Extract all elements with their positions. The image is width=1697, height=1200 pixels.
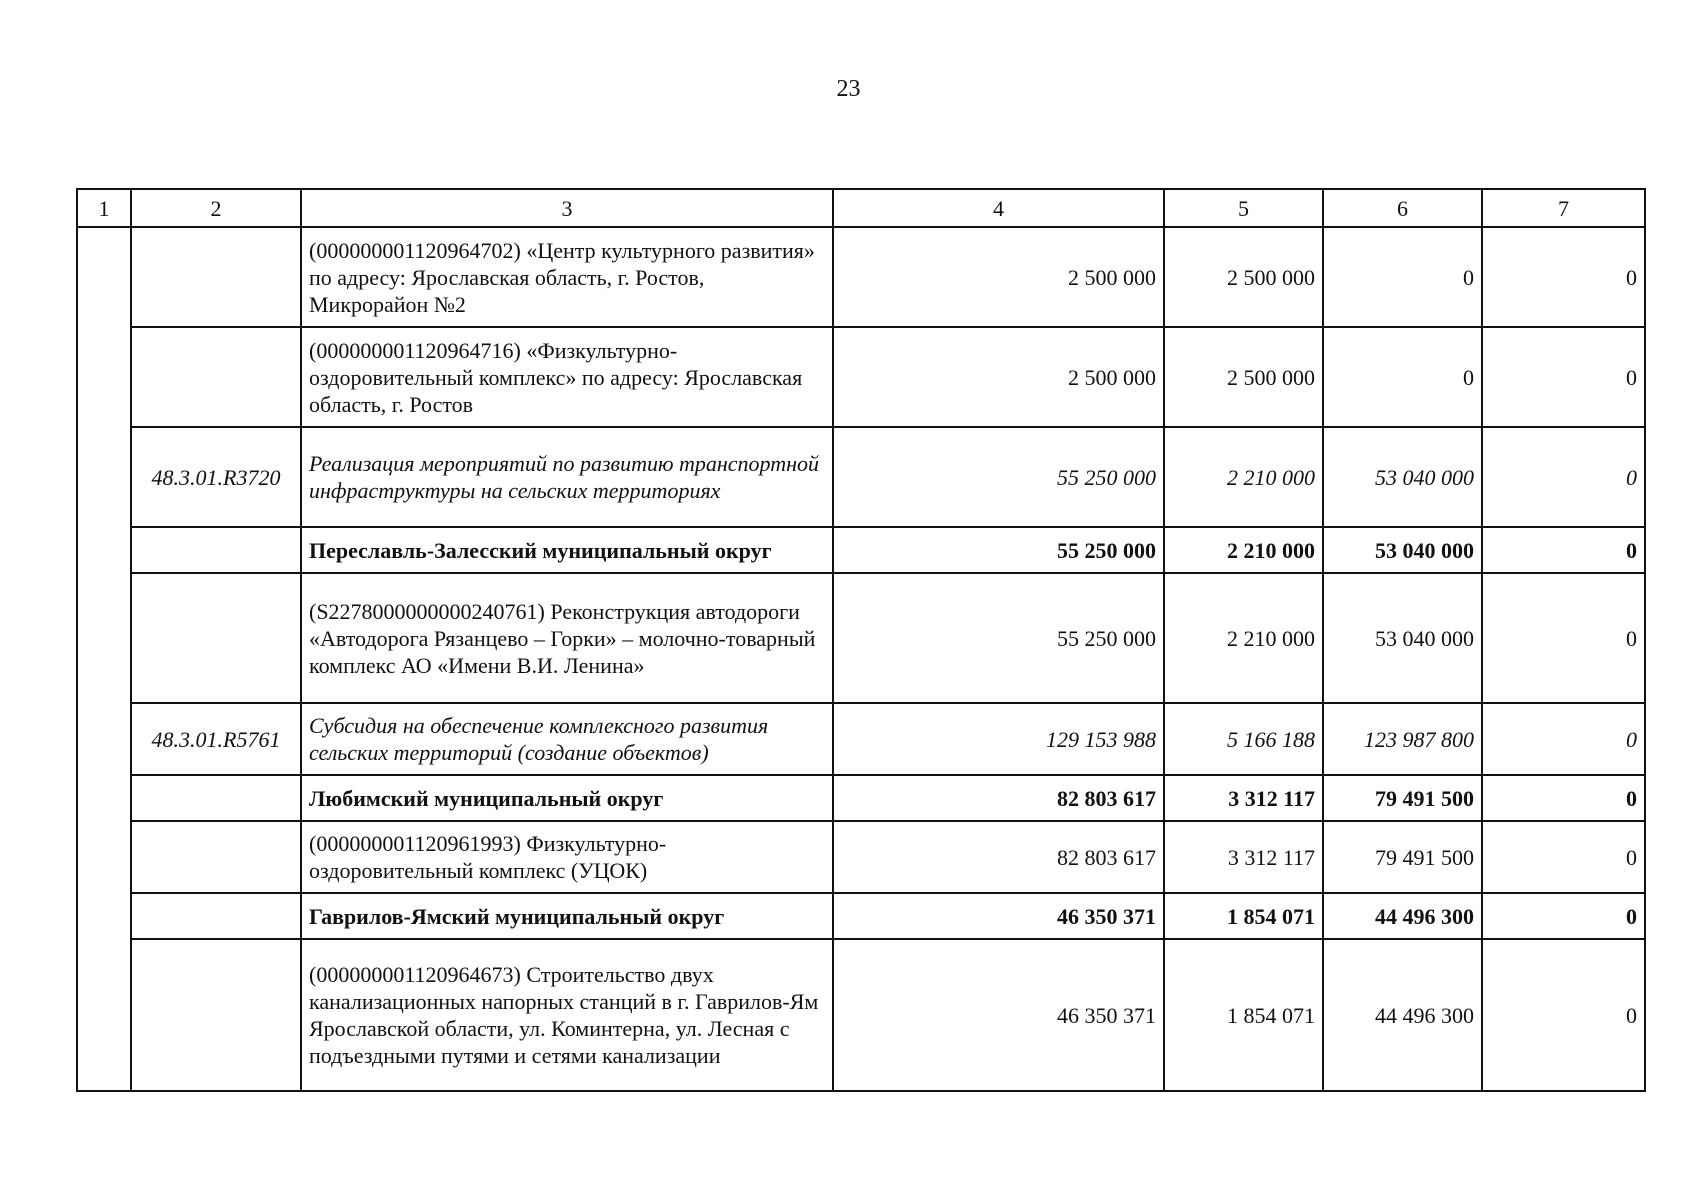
column-6-cell: 79 491 500 (1323, 821, 1482, 893)
name-cell: Переславль-Залесский муниципальный округ (301, 527, 833, 573)
column-4-cell: 2 500 000 (833, 227, 1164, 327)
column-7-cell: 0 (1482, 703, 1645, 775)
name-cell: (000000001120964673) Строительство двух канализационных напорных станций в г. Гаврилов-Ям Ярославской области, ул. Коминтерна, ул. Лесная с подъездными путями и сетями канализации (301, 939, 833, 1091)
budget-table (76, 188, 1646, 1092)
code-cell (131, 893, 301, 939)
column-6-cell: 79 491 500 (1323, 775, 1482, 821)
column-7-cell: 0 (1482, 327, 1645, 427)
column-5-cell: 2 500 000 (1164, 327, 1323, 427)
name-cell: (000000001120961993) Физкультурно-оздоровительный комплекс (УЦОК) (301, 821, 833, 893)
page-number: 23 (836, 76, 861, 102)
header-row (77, 189, 1645, 227)
column-4-cell: 55 250 000 (833, 527, 1164, 573)
column-7-cell: 0 (1482, 227, 1645, 327)
column-4-cell: 46 350 371 (833, 939, 1164, 1091)
name-cell: (000000001120964716) «Физкультурно-оздоровительный комплекс» по адресу: Ярославская область, г. Ростов (301, 327, 833, 427)
table-body (77, 227, 1645, 1091)
column-4-cell: 2 500 000 (833, 327, 1164, 427)
table-row (77, 703, 1645, 775)
column-7-cell: 0 (1482, 775, 1645, 821)
column-4-cell: 55 250 000 (833, 427, 1164, 527)
column-4-cell: 129 153 988 (833, 703, 1164, 775)
column-6-cell: 53 040 000 (1323, 527, 1482, 573)
table-row (77, 227, 1645, 327)
code-cell (131, 821, 301, 893)
name-cell: (000000001120964702) «Центр культурного развития» по адресу: Ярославская область, г. Ростов, Микрорайон №2 (301, 227, 833, 327)
table-row (77, 573, 1645, 703)
column-5-cell: 2 210 000 (1164, 427, 1323, 527)
name-cell: (S2278000000000240761) Реконструкция автодороги «Автодорога Рязанцево – Горки» – молочно-товарный комплекс АО «Имени В.И. Ленина» (301, 573, 833, 703)
name-cell: Гаврилов-Ямский муниципальный округ (301, 893, 833, 939)
column-5-cell: 5 166 188 (1164, 703, 1323, 775)
column-5-cell: 2 500 000 (1164, 227, 1323, 327)
column-4-cell: 82 803 617 (833, 775, 1164, 821)
code-cell: 48.3.01.R5761 (131, 703, 301, 775)
column-6-cell: 44 496 300 (1323, 939, 1482, 1091)
column-5-cell: 3 312 117 (1164, 775, 1323, 821)
column-6-cell: 123 987 800 (1323, 703, 1482, 775)
code-cell: 48.3.01.R3720 (131, 427, 301, 527)
column-5-cell: 2 210 000 (1164, 573, 1323, 703)
table-row (77, 527, 1645, 573)
column-5-cell: 1 854 071 (1164, 939, 1323, 1091)
column-7-cell: 0 (1482, 427, 1645, 527)
header-cell-2: 2 (131, 189, 301, 227)
table-row (77, 327, 1645, 427)
column-4-cell: 46 350 371 (833, 893, 1164, 939)
code-cell (131, 573, 301, 703)
column-7-cell: 0 (1482, 573, 1645, 703)
column-7-cell: 0 (1482, 893, 1645, 939)
code-cell (131, 227, 301, 327)
column-5-cell: 2 210 000 (1164, 527, 1323, 573)
header-cell-5: 5 (1164, 189, 1323, 227)
column-5-cell: 3 312 117 (1164, 821, 1323, 893)
header-cell-7: 7 (1482, 189, 1645, 227)
column-7-cell: 0 (1482, 939, 1645, 1091)
column-4-cell: 55 250 000 (833, 573, 1164, 703)
column-4-cell: 82 803 617 (833, 821, 1164, 893)
column-1-cell (77, 227, 131, 1091)
table-row (77, 427, 1645, 527)
column-6-cell: 0 (1323, 227, 1482, 327)
name-cell: Субсидия на обеспечение комплексного развития сельских территорий (создание объектов) (301, 703, 833, 775)
column-6-cell: 53 040 000 (1323, 427, 1482, 527)
column-7-cell: 0 (1482, 821, 1645, 893)
code-cell (131, 775, 301, 821)
name-cell: Любимский муниципальный округ (301, 775, 833, 821)
column-6-cell: 53 040 000 (1323, 573, 1482, 703)
code-cell (131, 327, 301, 427)
column-6-cell: 44 496 300 (1323, 893, 1482, 939)
header-cell-3: 3 (301, 189, 833, 227)
column-6-cell: 0 (1323, 327, 1482, 427)
header-cell-4: 4 (833, 189, 1164, 227)
header-cell-6: 6 (1323, 189, 1482, 227)
name-cell: Реализация мероприятий по развитию транспортной инфраструктуры на сельских территориях (301, 427, 833, 527)
column-7-cell: 0 (1482, 527, 1645, 573)
table-row (77, 893, 1645, 939)
code-cell (131, 939, 301, 1091)
column-5-cell: 1 854 071 (1164, 893, 1323, 939)
code-cell (131, 527, 301, 573)
header-cell-1: 1 (77, 189, 131, 227)
table-row (77, 939, 1645, 1091)
table-row (77, 821, 1645, 893)
table-row (77, 775, 1645, 821)
